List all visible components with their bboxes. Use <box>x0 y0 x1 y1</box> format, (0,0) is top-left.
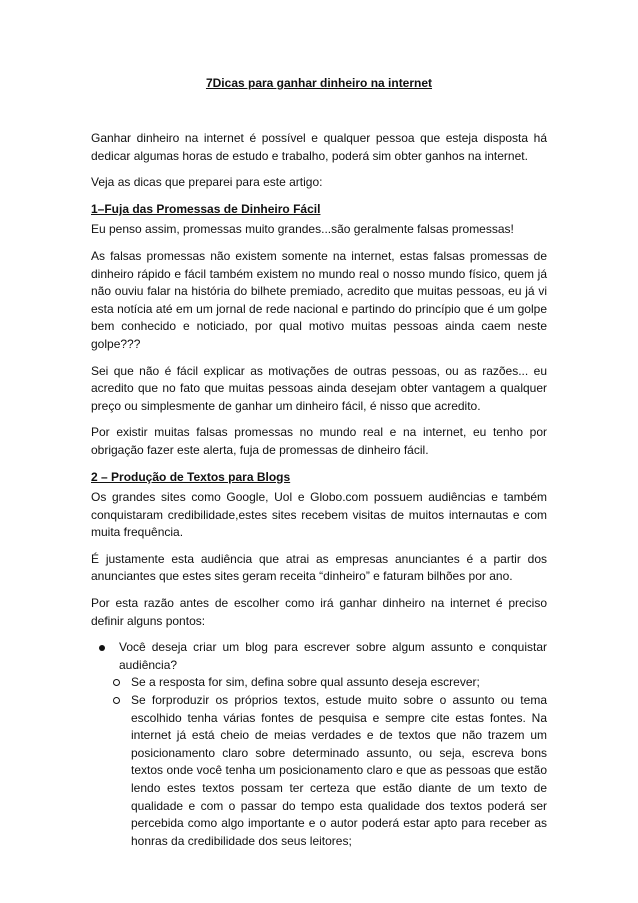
section-heading: 1–Fuja das Promessas de Dinheiro Fácil <box>91 201 321 216</box>
sub-list-item <box>111 674 547 692</box>
list-item-text: Você deseja criar um blog para escrever sobre algum assunto e conquistar audiência? <box>119 640 547 672</box>
paragraph: As falsas promessas não existem somente na internet, estas falsas promessas de dinheiro rápido e fácil também existem no mundo real o nosso mundo físico, quem já não ouviu falar na história do bilhete premiado, acredito que muitas pessoas, eu já vi esta notícia até em um jornal de rede nacional e partindo do princípio que é um golpe bem conhecido e noticiado, por qual motivo muitas pessoas ainda caem neste golpe??? <box>91 248 547 351</box>
sub-list-item-text: Se a resposta for sim, defina sobre qual assunto deseja escrever; <box>131 675 480 690</box>
sub-list <box>111 674 547 850</box>
paragraph: É justamente esta audiência que atrai as empresas anunciantes é a partir dos anunciantes que estes sites geram receita “dinheiro” e faturam bilhões por ano. <box>91 551 547 584</box>
intro-paragraph: Ganhar dinheiro na internet é possível e qualquer pessoa que esteja disposta há dedicar algumas horas de estudo e trabalho, poderá sim obter ganhos na internet. <box>91 131 547 163</box>
paragraph: Eu penso assim, promessas muito grandes...são geralmente falsas promessas! <box>91 222 514 237</box>
list-item <box>99 639 547 674</box>
paragraph: Por esta razão antes de escolher como irá ganhar dinheiro na internet é preciso definir alguns pontos: <box>91 596 547 628</box>
section-heading: 2 – Produção de Textos para Blogs <box>91 469 291 484</box>
bullet-icon <box>99 645 105 651</box>
paragraph: Os grandes sites como Google, Uol e Globo.com possuem audiências e também conquistaram credibilidade,estes sites recebem visitas de muitos internautas e com muita frequência. <box>91 490 547 540</box>
circle-bullet-icon <box>113 697 120 704</box>
circle-bullet-icon <box>113 679 120 686</box>
sub-list-item <box>111 692 547 850</box>
document-title: 7Dicas para ganhar dinheiro na internet <box>205 76 433 90</box>
sub-list-item-text: Se forproduzir os próprios textos, estude muito sobre o assunto ou tema escolhido tenha várias fontes de pesquisa e sempre cite estas fontes. Na internet já está cheio de meias verdades e de textos que não trazem um posicionamento claro sobre determinado assunto, ou seja, escreva bons textos onde você tenha um posicionamento claro e que as pessoas que estão lendo estes textos possam ter certeza que estão diante de um texto de qualidade e com o passar do tempo esta qualidade dos textos poderá ser percebida como algo importante e o autor poderá estar apto para receber as honras da credibilidade dos seus leitores; <box>131 693 547 848</box>
paragraph: Sei que não é fácil explicar as motivações de outras pessoas, ou as razões... eu acredito que no fato que muitas pessoas ainda desejam obter vantagem a qualquer preço ou simplesmente de ganhar um dinheiro fácil, é nisso que acredito. <box>91 363 547 413</box>
intro-paragraph: Veja as dicas que preparei para este artigo: <box>91 175 323 190</box>
paragraph: Por existir muitas falsas promessas no mundo real e na internet, eu tenho por obrigação fazer este alerta, fuja de promessas de dinheiro fácil. <box>91 425 547 457</box>
